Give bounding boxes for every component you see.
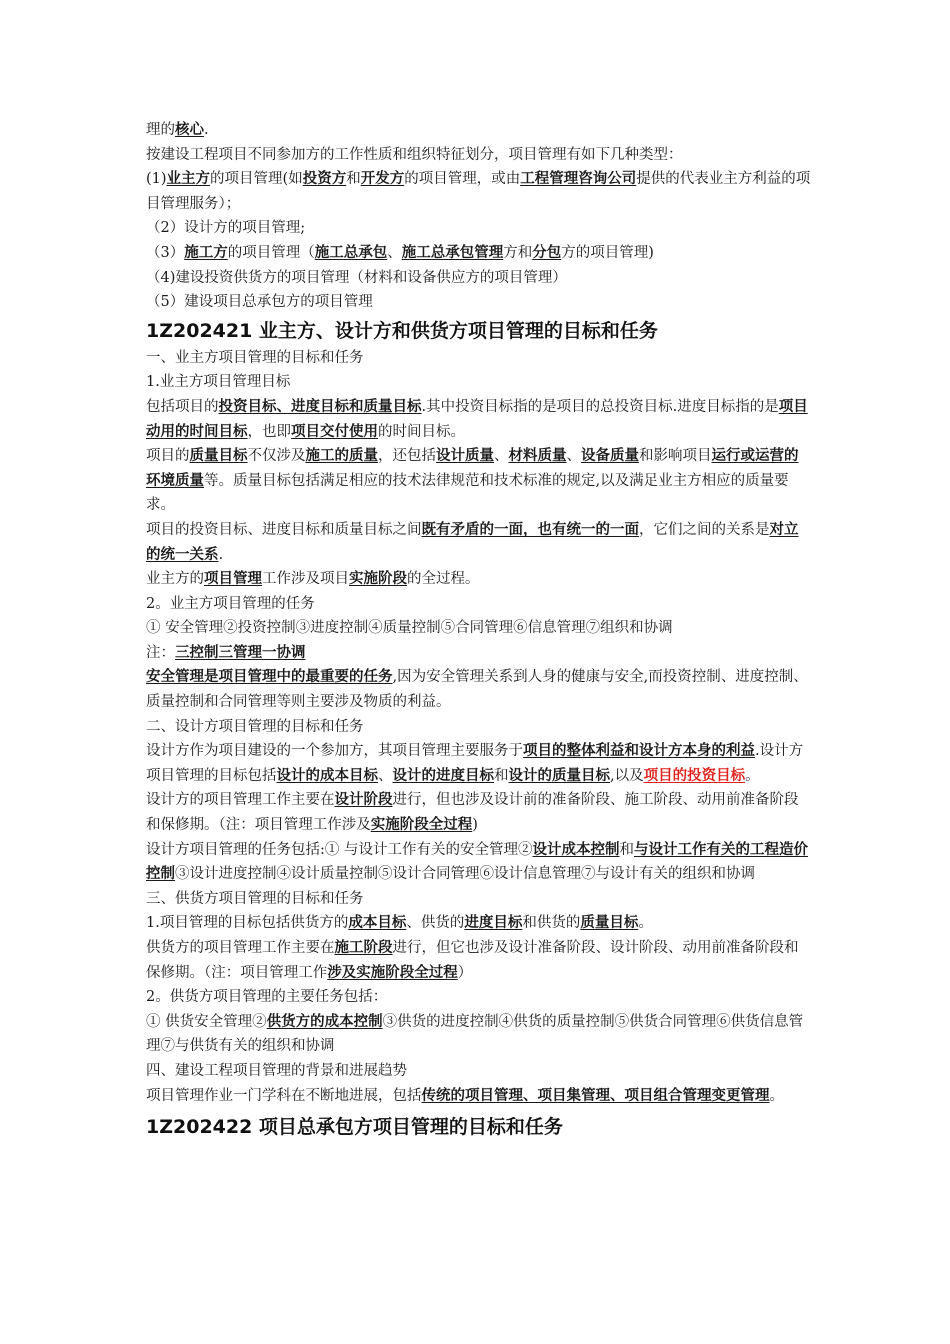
text-run: ③供货的进度控制④供货的质量控制⑤供货合同管理⑥供货信息管理⑦与供货有关的组织和协调 [146,1013,804,1055]
text-run: 的项目管理（ [227,244,315,261]
document-page [146,118,811,1142]
text-run: 设计方作为项目建设的一个参加方，其项目管理主要服务于 [146,743,523,760]
paragraph [146,216,811,241]
paragraph [146,887,811,912]
text-run: 。 [769,1087,784,1104]
key-term: 设备质量 [581,447,639,465]
text-run: 和影响项目 [639,448,712,465]
paragraph [146,1010,811,1059]
paragraph [146,1059,811,1084]
text-run: 包括项目的 [146,398,219,415]
section-heading-1z202422: 1Z202422 项目总承包方项目管理的目标和任务 [146,1116,563,1139]
text-run: 三、供货方项目管理的目标和任务 [146,890,364,907]
text-run: . [204,122,209,138]
key-term: 设计质量 [436,447,494,465]
text-run: 。 [745,767,760,784]
text-run: 不仅涉及 [247,448,306,465]
key-term: 质量目标 [580,914,639,932]
key-term: 施工方 [184,243,228,261]
text-run: 1.业主方项目管理目标 [146,374,291,391]
text-run: （4)建设投资供货方的项目管理（材料和设备供应方的项目管理） [146,269,567,286]
key-term: 项目的整体利益和设计方本身的利益 [523,742,755,760]
key-term: 分包 [532,243,562,261]
key-term: 运行或运营的环境质量 [146,447,799,489]
text-run: 、 [494,448,509,465]
paragraph [146,985,811,1010]
text-run: ,因为安全管理关系到人身的健康与安全,而投资控制、进度控制、质量控制和合同管理等则主要涉及物质的利益。 [146,669,808,711]
key-term: 设计的进度目标 [392,766,494,784]
text-run: 一、业主方项目管理的目标和任务 [146,349,364,366]
key-term: 材料质量 [508,447,567,465]
section-heading-1z202421: 1Z202421 业主方、设计方和供货方项目管理的目标和任务 [146,319,658,342]
key-term: 投资目标、进度目标和质量目标 [218,397,422,415]
key-term: 项目动用的时间目标 [146,397,808,440]
key-term: 与设计工作有关的工程造价控制 [146,840,808,883]
key-term: 涉及实施阶段全过程 [327,963,458,981]
text-run: 和供货的 [522,915,581,932]
text-run: 、 [378,767,393,784]
text-run: 设计方项目管理的任务包括:① 与设计工作有关的安全管理② [146,841,533,858]
text-run: 2。业主方项目管理的任务 [146,595,315,612]
text-run: （3） [146,244,185,261]
paragraph [146,395,811,444]
key-term: 项目管理 [204,570,262,588]
text-run: 的时间目标。 [378,423,465,440]
key-term: 成本目标 [348,914,407,932]
text-run: 方的项目管理) [561,244,654,261]
text-run: ③设计进度控制④设计质量控制⑤设计合同管理⑥设计信息管理⑦与设计有关的组织和协调 [175,866,755,883]
paragraph [146,346,811,371]
text-run: 注： [146,644,175,661]
text-run: 方和 [503,244,533,261]
paragraph [146,838,811,887]
key-term: 进度目标 [464,914,523,932]
text-run: .设计方项目管理的目标包括 [146,743,804,784]
text-run: 1.项目管理的目标包括供货方的 [146,915,349,932]
text-run: ） [457,964,473,981]
text-run: (1) [146,171,167,188]
text-run: 进行，但也涉及设计前的准备阶段、施工阶段、动用前准备阶段和保修期。（注：项目管理工作涉及 [146,792,799,834]
text-run: 项目管理作业一门学科在不断地进展，包括 [146,1087,422,1104]
text-run: ，它们之间的关系是 [639,521,770,538]
paragraph [146,739,811,788]
key-term: 设计成本控制 [532,840,620,858]
key-term: 项目交付使用 [291,422,378,440]
paragraph [146,616,811,641]
paragraph [146,911,811,936]
paragraph [146,444,811,518]
paragraph [146,936,811,985]
paragraph [146,665,811,714]
text-run: 。 [638,915,653,932]
key-term: 实施阶段全过程 [370,816,473,834]
text-run: ① 安全管理②投资控制③进度控制④质量控制⑤合同管理⑥信息管理⑦组织和协调 [146,620,673,637]
paragraph [146,592,811,617]
text-run: 项目的 [146,448,190,465]
key-term: 实施阶段 [349,570,407,588]
text-run: 二、设计方项目管理的目标和任务 [146,718,364,735]
text-run: ) [472,817,478,834]
main-section [146,346,811,1108]
text-run: 、 [566,448,581,465]
text-run: . [218,546,224,563]
text-run: 和 [619,841,634,858]
paragraph [146,518,811,567]
key-term: 核心 [175,121,204,138]
text-run: （5）建设项目总承包方的项目管理 [146,294,373,311]
text-run: 供货方的项目管理工作主要在 [146,940,335,956]
key-term: 安全管理是项目管理中的最重要的任务 [146,668,393,686]
text-run: 四、建设工程项目管理的背景和进展趋势 [146,1062,407,1079]
key-term: 工程管理咨询公司 [520,170,637,188]
text-run: 提供的代表业主方利益的项目管理服务）； [146,171,811,212]
paragraph [146,143,811,168]
key-term: 投资方 [302,170,347,188]
paragraph [146,241,811,266]
text-run: ① 供货安全管理② [146,1013,267,1030]
paragraph [146,641,811,666]
key-term: 施工的质量 [305,447,378,465]
key-term: 对立的统一关系 [146,520,799,563]
text-run: 进行，但它也涉及设计准备阶段、设计阶段、动用前准备阶段和保修期。（注：项目管理工作 [146,940,799,981]
key-term: 项目的投资目标 [643,766,746,784]
text-run: 和 [494,767,509,784]
text-run: 业主方的 [146,571,204,588]
text-run: 项目的投资目标、进度目标和质量目标之间 [146,521,422,538]
text-run: 理的 [146,122,175,138]
text-run: 工作涉及项目 [262,571,349,588]
text-run: （2）设计方的项目管理; [146,220,306,237]
text-run: ，也即 [247,423,291,440]
key-term: 三控制三管理一协调 [175,643,306,661]
key-term: 传统的项目管理、项目集管理、项目组合管理变更管理 [421,1086,770,1104]
text-run: 和 [346,171,361,188]
text-run: 按建设工程项目不同参加方的工作性质和组织特征划分，项目管理有如下几种类型： [146,146,683,163]
text-run: 的项目管理(如 [210,171,303,188]
key-term: 施工总承包管理 [401,243,504,261]
key-term: 质量目标 [189,447,248,465]
paragraph [146,266,811,291]
paragraph [146,1084,811,1109]
key-term: 供货方的成本控制 [266,1012,383,1030]
paragraph [146,118,811,143]
key-term: 开发方 [360,170,405,188]
key-term: 设计阶段 [334,791,393,809]
text-run: 设计方的项目管理工作主要在 [146,792,335,809]
paragraph [146,567,811,592]
intro-section [146,118,811,315]
text-run: .其中投资目标指的是项目的总投资目标.进度目标指的是 [421,398,779,415]
text-run: ,以及 [610,767,644,784]
paragraph [146,370,811,395]
key-term: 施工阶段 [334,939,393,956]
text-run: 、 [387,244,402,261]
key-term: 施工总承包 [314,243,388,261]
text-run: 的全过程。 [407,571,480,588]
text-run: 的项目管理，或由 [404,171,521,188]
paragraph [146,290,811,315]
paragraph [146,715,811,740]
text-run: 等。质量目标包括满足相应的技术法律规范和技术标准的规定,以及满足业主方相应的质量要求。 [146,472,789,514]
key-term: 设计的成本目标 [276,766,378,784]
text-run: 2。供货方项目管理的主要任务包括： [146,989,388,1006]
text-run: 、供货的 [406,915,465,932]
key-term: 既有矛盾的一面，也有统一的一面 [421,520,639,538]
key-term: 业主方 [166,170,211,188]
key-term: 设计的质量目标 [508,766,610,784]
paragraph [146,167,811,216]
text-run: ，还包括 [378,448,436,465]
paragraph [146,788,811,837]
